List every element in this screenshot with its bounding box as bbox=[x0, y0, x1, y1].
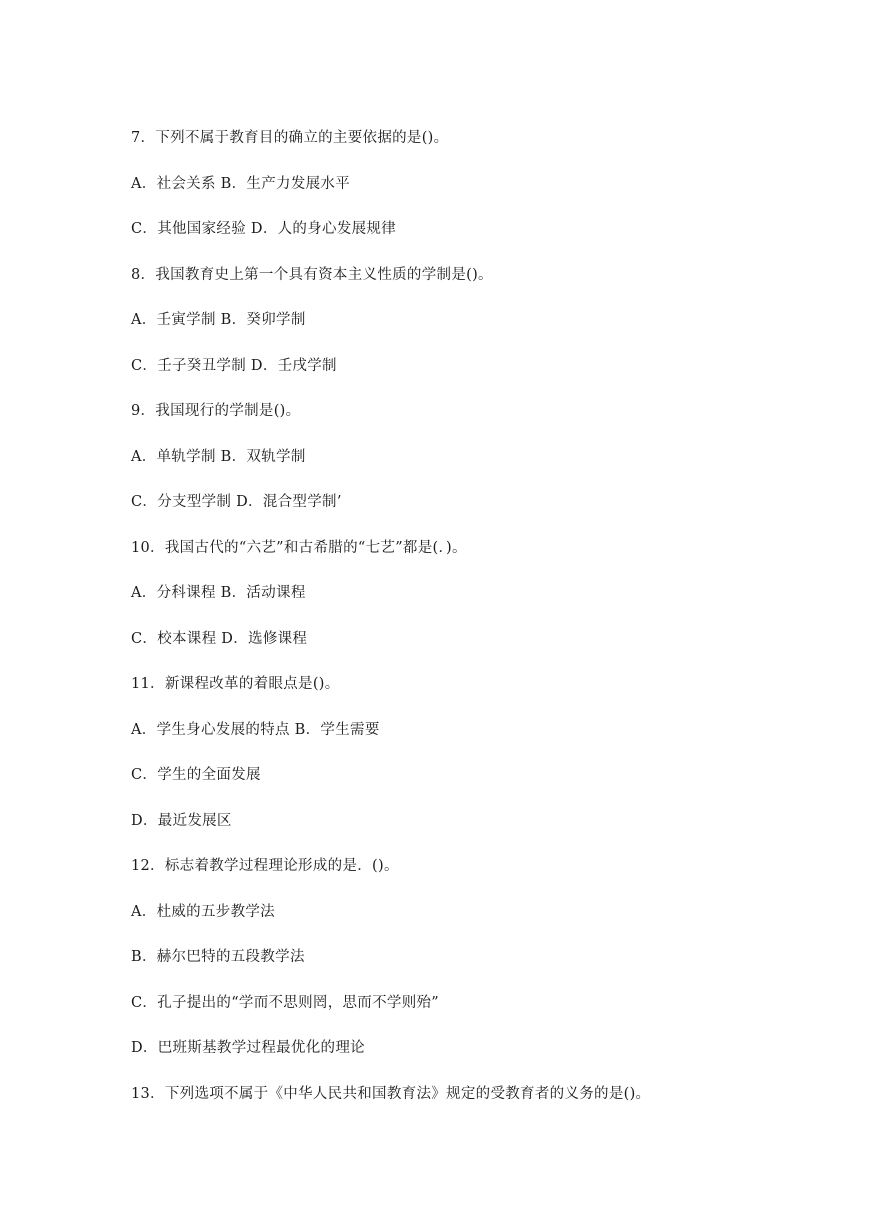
question-8-options-cd: C．壬子癸丑学制 D．壬戌学制 bbox=[131, 357, 337, 374]
question-10: 10．我国古代的“六艺”和古希腊的“七艺”都是(．)。 bbox=[131, 539, 467, 556]
question-10-options-cd: C．校本课程 D．选修课程 bbox=[131, 630, 308, 647]
question-12: 12．标志着教学过程理论形成的是．()。 bbox=[131, 858, 399, 874]
question-13: 13．下列选项不属于《中华人民共和国教育法》规定的受教育者的义务的是()。 bbox=[131, 1085, 651, 1102]
question-12-option-b: B．赫尔巴特的五段教学法 bbox=[131, 949, 305, 965]
question-11-option-c: C．学生的全面发展 bbox=[131, 767, 261, 783]
question-7-options-ab: A．社会关系 B．生产力发展水平 bbox=[131, 175, 351, 192]
question-7-options-cd: C．其他国家经验 D．人的身心发展规律 bbox=[131, 221, 397, 237]
question-9-options-ab: A．单轨学制 B．双轨学制 bbox=[131, 448, 306, 465]
question-8: 8．我国教育史上第一个具有资本主义性质的学制是()。 bbox=[131, 266, 493, 283]
question-11-options-ab: A．学生身心发展的特点 B．学生需要 bbox=[131, 721, 380, 738]
question-11: 11．新课程改革的着眼点是()。 bbox=[131, 676, 340, 692]
question-10-options-ab: A．分科课程 B．活动课程 bbox=[131, 585, 306, 601]
question-11-option-d: D．最近发展区 bbox=[131, 812, 232, 829]
question-9-options-cd: C．分支型学制 D．混合型学制’ bbox=[131, 494, 342, 510]
question-12-option-c: C．孔子提出的“学而不思则罔，思而不学则殆” bbox=[131, 994, 440, 1011]
question-7: 7．下列不属于教育目的确立的主要依据的是()。 bbox=[131, 130, 449, 146]
question-12-option-d: D．巴班斯基教学过程最优化的理论 bbox=[131, 1040, 365, 1056]
document-body bbox=[131, 126, 831, 1127]
question-9: 9．我国现行的学制是()。 bbox=[131, 403, 301, 419]
question-12-option-a: A．杜威的五步教学法 bbox=[131, 903, 275, 920]
question-8-options-ab: A．壬寅学制 B．癸卯学制 bbox=[131, 312, 306, 328]
